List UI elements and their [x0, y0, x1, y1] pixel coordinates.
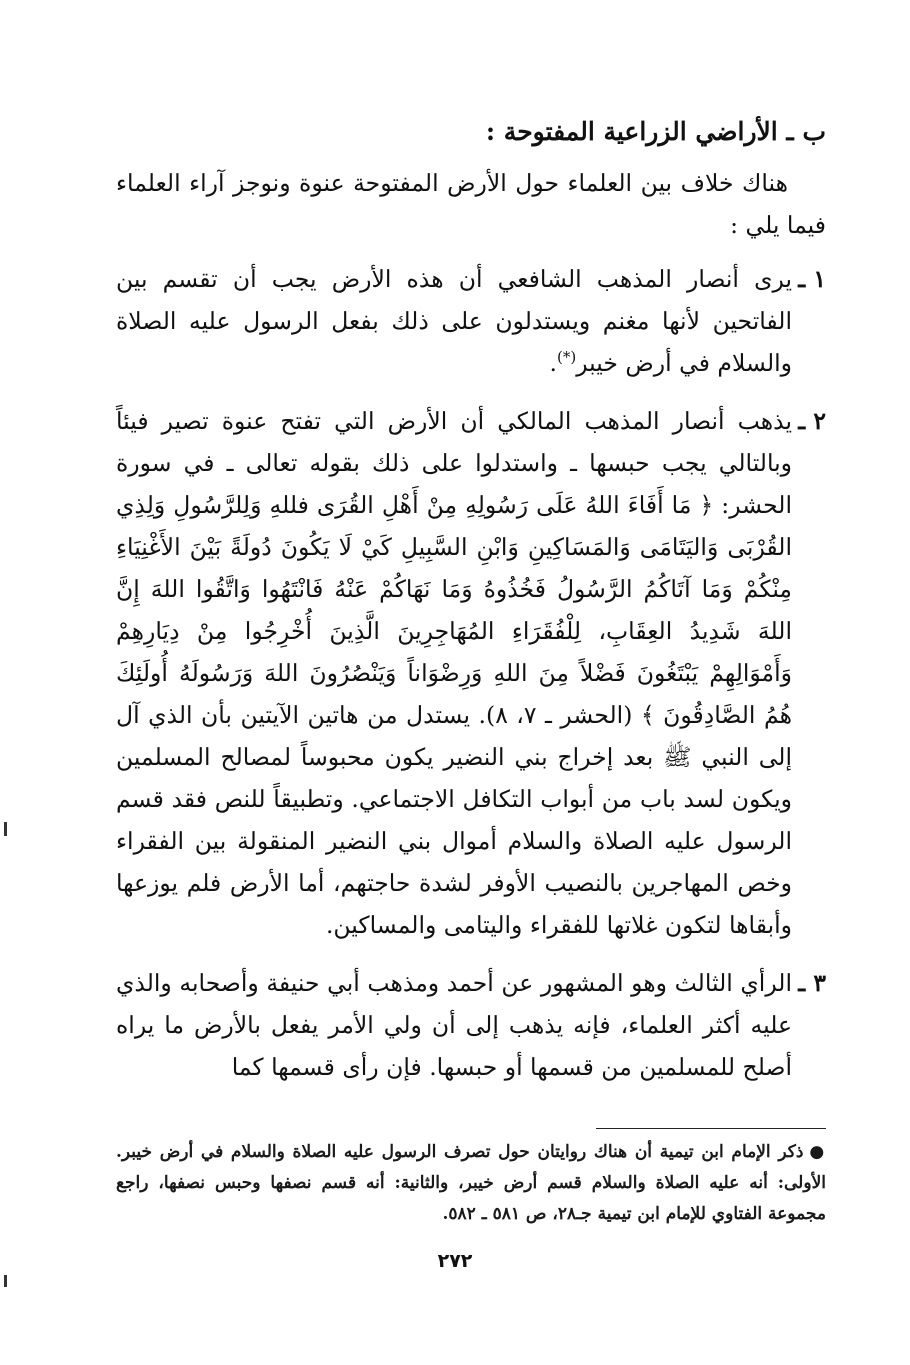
footnote-bullet-icon: ● — [809, 1142, 826, 1162]
intro-paragraph: هناك خلاف بين العلماء حول الأرض المفتوحة عنوة ونوجز آراء العلماء فيما يلي : — [116, 169, 826, 239]
list-item — [116, 258, 826, 384]
item-end: . — [549, 349, 557, 377]
item-body-after: (الحشر ـ ٧، ٨). يستدل من هاتين الآيتين بأن الذي آل إلى النبي ﷺ بعد إخراج بني النضير يكون محبوساً لمصالح المسلمين ويكون لسد باب من أبواب التكافل الاجتماعي. وتطبيقاً للنص فقد قسم الرسول عليه الصلاة والسلام أموال بني النضير المنقولة بين الفقراء وخص المهاجرين بالنصيب الأوفر لشدة حاجتهم، أما الأرض فلم يوزعها وأبقاها لتكون غلاتها للفقراء واليتامى والمساكين. — [116, 701, 792, 939]
item-number: ١ ـ — [798, 265, 826, 293]
item-body-before: يذهب أنصار المذهب المالكي أن الأرض التي تفتح عنوة تصير فيئاً وبالتالي يجب حبسها ـ واستدلوا على ذلك بقوله تعالى ـ في سورة الحشر: — [116, 407, 792, 519]
item-text — [116, 258, 792, 384]
item-number: ٢ ـ — [798, 407, 826, 435]
main-text — [116, 112, 826, 1104]
scan-artifact — [4, 1275, 7, 1287]
item-text: الرأي الثالث وهو المشهور عن أحمد ومذهب أبي حنيفة وأصحابه والذي عليه أكثر العلماء، فإنه يذهب إلى أن ولي الأمر يفعل بالأرض ما يراه أصلح للمسلمين من قسمها أو حبسها. فإن رأى قسمها كما — [116, 969, 792, 1081]
quran-verse: ﴿ مَا أَفَاءَ اللهُ عَلَى رَسُولِهِ مِنْ أَهْلِ القُرَى فللهِ وَلِلرَّسُولِ وَلِذِي القُرْبَى وَاليَتَامَى وَالمَسَاكِينِ وَابْنِ السَّبِيلِ كَيْ لَا يَكُونَ دُولَةً بَيْنَ الأَغْنِيَاءِ مِنْكُمْ وَمَا آتَاكُمُ الرَّسُولُ فَخُذُوهُ وَمَا نَهَاكُمْ عَنْهُ فَانْتَهُوا وَاتَّقُوا اللهَ إِنَّ اللهَ شَدِيدُ العِقَابِ، لِلْفُقَرَاءِ المُهَاجِرِينَ الَّذِينَ أُخْرِجُوا مِنْ دِيَارِهِمْ وَأَمْوَالِهِمْ يَبْتَغُونَ فَضْلاً مِنَ اللهِ وَرِضْوَاناً وَيَنْصُرُونَ اللهَ وَرَسُولَهُ أُولَئِكَ هُمُ الصَّادِقُونَ ﴾ — [116, 491, 792, 729]
list-item — [116, 400, 826, 946]
scan-artifact — [4, 822, 7, 836]
section-heading: ب ـ الأراضي الزراعية المفتوحة : — [485, 117, 826, 146]
footnote-text: ذكر الإمام ابن تيمية أن هناك روايتان حول تصرف الرسول عليه الصلاة والسلام في أرض خيبر. الأولى: أنه عليه الصلاة والسلام قسم أرض خيبر، والثانية: أنه قسم نصفها وحبس نصفها، راجع مجموعة الفتاوي للإمام ابن تيمية جـ٢٨، ص ٥٨١ ـ ٥٨٢. — [116, 1142, 826, 1224]
page-number: ٢٧٢ — [437, 1250, 473, 1272]
footnote-divider — [596, 1128, 826, 1129]
item-number: ٣ ـ — [798, 969, 826, 997]
item-text — [116, 400, 792, 946]
footnote — [116, 1137, 826, 1230]
item-body: يرى أنصار المذهب الشافعي أن هذه الأرض يجب أن تقسم بين الفاتحين لأنها مغنم ويستدلون على ذلك بفعل الرسول عليه الصلاة والسلام في أرض خيبر — [116, 265, 792, 377]
footnote-ref[interactable]: (*) — [557, 348, 577, 367]
list-item — [116, 962, 826, 1088]
